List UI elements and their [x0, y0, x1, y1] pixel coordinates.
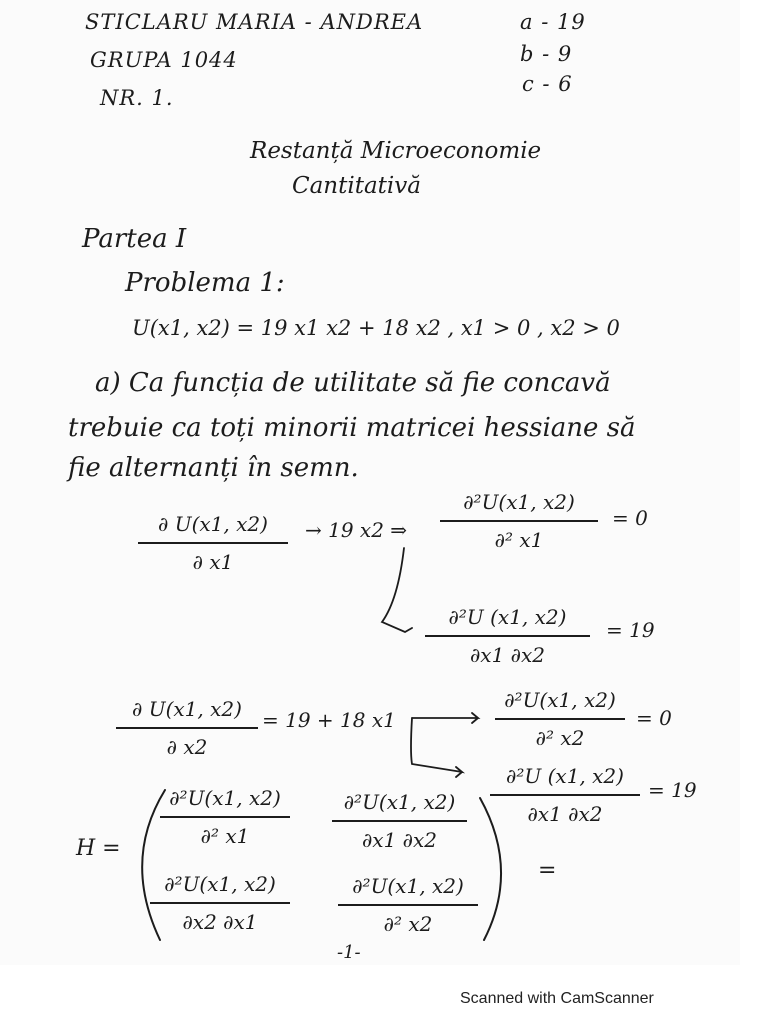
- hessian-a11-numerator: ∂²U(x1, x2): [169, 786, 281, 810]
- hessian-right-paren: [480, 798, 501, 940]
- section-heading: Partea I: [82, 224, 187, 254]
- hessian-left-paren: [142, 790, 165, 940]
- deriv-x2x2-denominator: ∂² x2: [535, 725, 585, 750]
- deriv-x2x1-denominator: ∂x1 ∂x2: [527, 801, 603, 826]
- branch-arrow-1: [382, 548, 412, 632]
- param-b: b - 9: [520, 42, 573, 66]
- deriv-x1x2-denominator: ∂x1 ∂x2: [469, 642, 546, 667]
- scanner-watermark: Scanned with CamScanner: [460, 990, 654, 1007]
- hessian-label: H =: [76, 836, 121, 861]
- hessian-a22-denominator: ∂² x2: [383, 911, 433, 936]
- deriv-x2x1-value: = 19: [648, 778, 697, 802]
- student-name: STICLARU MARIA - ANDREA: [85, 10, 424, 34]
- param-a: a - 19: [520, 10, 586, 34]
- param-c: c - 6: [522, 72, 573, 96]
- branch-arrow-2a: [412, 713, 478, 723]
- deriv-x1x2-numerator: ∂²U (x1, x2): [448, 605, 567, 629]
- deriv-x1x2-value: = 19: [606, 618, 655, 642]
- deriv-x2x2-value: = 0: [636, 706, 672, 730]
- hessian-a21-denominator: ∂x2 ∂x1: [182, 909, 258, 934]
- title-line1: Restanță Microeconomie: [250, 138, 542, 164]
- problem-heading: Problema 1:: [125, 268, 285, 298]
- deriv-x2x1-numerator: ∂²U (x1, x2): [506, 764, 624, 788]
- text-line2: trebuie ca toți minorii matricei hessiane să: [68, 413, 636, 443]
- page-mark: -1-: [337, 942, 361, 963]
- text-line1: a) Ca funcția de utilitate să fie concavă: [95, 368, 611, 398]
- deriv-x2-numerator: ∂ U(x1, x2): [132, 697, 242, 721]
- hessian-a12-denominator: ∂x1 ∂x2: [361, 827, 438, 852]
- title-line2: Cantitativă: [292, 173, 421, 199]
- hessian-a22-numerator: ∂²U(x1, x2): [352, 874, 464, 898]
- deriv-x1-denominator: ∂ x1: [192, 549, 234, 574]
- deriv-x1x1-numerator: ∂²U(x1, x2): [463, 490, 575, 514]
- branch-arrow-2b: [411, 718, 462, 777]
- deriv-x2x2-numerator: ∂²U(x1, x2): [504, 688, 616, 712]
- deriv-x2-denominator: ∂ x2: [166, 734, 208, 759]
- text-line3: fie alternanți în semn.: [68, 453, 359, 483]
- deriv-x1-result: → 19 x2 ⇒: [305, 518, 408, 542]
- deriv-x1x1-denominator: ∂² x1: [494, 527, 544, 552]
- hessian-a12-numerator: ∂²U(x1, x2): [343, 790, 456, 814]
- number-label: NR. 1.: [100, 86, 174, 110]
- deriv-x1-numerator: ∂ U(x1, x2): [158, 512, 268, 536]
- utility-function: U(x1, x2) = 19 x1 x2 + 18 x2 , x1 > 0 , x2 > 0: [132, 316, 620, 340]
- deriv-x1x1-value: = 0: [612, 506, 648, 530]
- hessian-a11-denominator: ∂² x1: [200, 823, 250, 848]
- group-label: GRUPA 1044: [90, 48, 238, 72]
- hessian-a21-numerator: ∂²U(x1, x2): [164, 872, 276, 896]
- hessian-equals: =: [538, 858, 557, 883]
- deriv-x2-result: = 19 + 18 x1: [262, 708, 396, 732]
